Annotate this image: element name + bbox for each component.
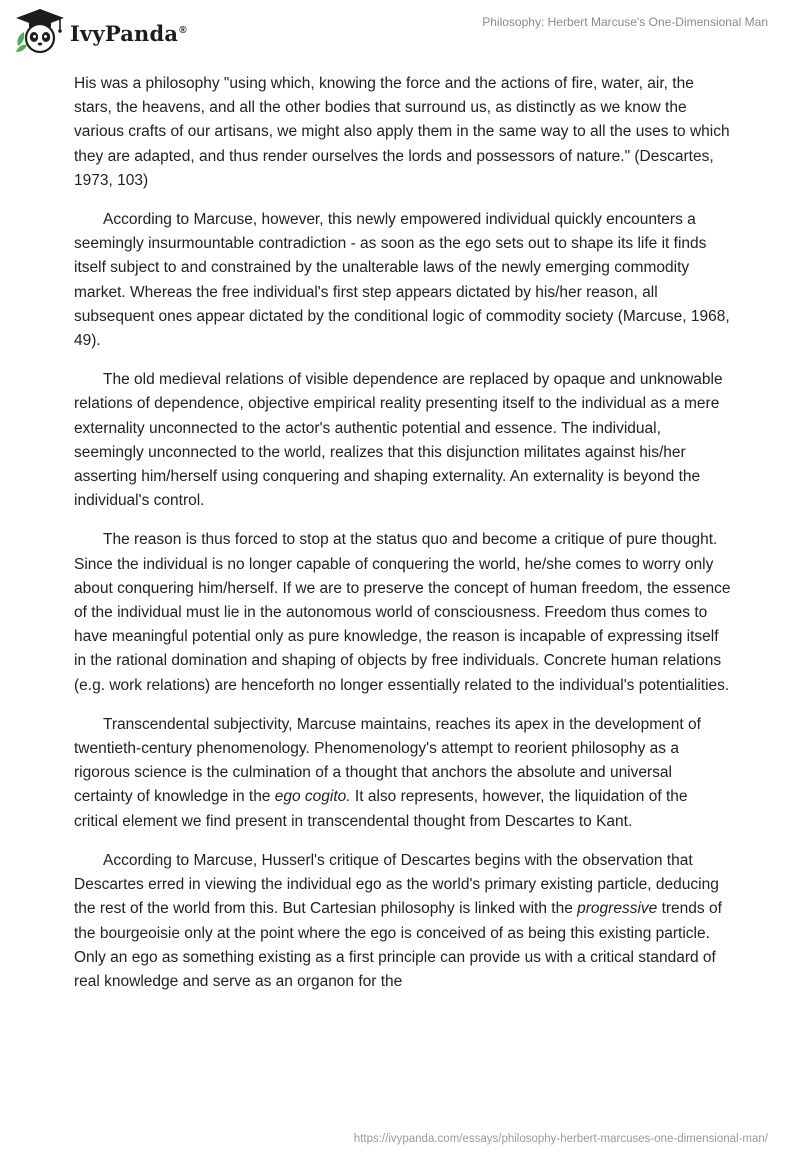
paragraph-4: The reason is thus forced to stop at the status quo and become a critique of pure thought. Since the individual is no longer capable of conquering the world, he/she comes to worry only about conquering him/herself. If we are to preserve the concept of human freedom, the essence of the individual must lie in the autonomous world of consciousness. Freedom thus comes to have meaningful potential only as pure knowledge, the reason is incapable of expressing itself in the rational domination and shaping of objects by free individuals. Concrete human relations (e.g. work relations) are henceforth no longer essentially related to the individual's potentialities. (74, 531, 731, 694)
paragraph-6-emphasis: progressive (577, 900, 658, 918)
paragraph-6-text-end: trends of the bourgeoisie only at the point where the ego is conceived of as being this existing particle. Only an ego as something existing as a first principle can provide us with a critical standard of real knowledge and serve as an organon for the (74, 900, 722, 990)
paragraph-5 (74, 713, 734, 834)
essay-body (74, 72, 734, 1009)
brand-logo[interactable] (14, 8, 187, 54)
registered-mark: ® (179, 24, 187, 36)
brand-name: IvyPanda® (70, 20, 187, 46)
source-url-link[interactable]: https://ivypanda.com/essays/philosophy-herbert-marcuses-one-dimensional-man/ (353, 1133, 768, 1145)
paragraph-3: The old medieval relations of visible dependence are replaced by opaque and unknowable relations of dependence, objective empirical reality presenting itself to the individual as a mere externality unconnected to the actor's authentic potential and essence. The individual, seemingly unconnected to the world, realizes that this disjunction militates against his/her asserting him/herself using conquering and shaping externality. An externality is beyond the individual's control. (74, 371, 723, 510)
paragraph-5-text-end: It also represents, however, the liquidation of the critical element we find present in transcendental thought from Descartes to Kant. (74, 788, 688, 830)
paragraph-1: His was a philosophy "using which, knowing the force and the actions of fire, water, air, the stars, the heavens, and all the other bodies that surround us, as distinctly as we know the various crafts of our artisans, we might also apply them in the same way to all the uses to which they are adapted, and thus render ourselves the lords and possessors of nature." (Descartes, 1973, 103) (74, 75, 730, 189)
document-title: Philosophy: Herbert Marcuse's One-Dimensional Man (482, 15, 768, 29)
paragraph-6 (74, 849, 734, 994)
paragraph-2: According to Marcuse, however, this newly empowered individual quickly encounters a seemingly insurmountable contradiction - as soon as the ego sets out to shape its life it finds itself subject to and constrained by the unalterable laws of the newly emerging commodity market. Whereas the free individual's first step appears dictated by his/her reason, all subsequent ones appear dictated by the conditional logic of commodity society (Marcuse, 1968, 49). (74, 211, 730, 350)
page-header (0, 0, 800, 60)
paragraph-5-text-start: Transcendental subjectivity, Marcuse maintains, reaches its apex in the development of twentieth-century phenomenology. Phenomenology's attempt to reorient philosophy as a rigorous science is the culmination of a thought that anchors the absolute and universal certainty of knowledge in the (74, 715, 701, 806)
paragraph-5-emphasis: ego cogito. (274, 788, 351, 806)
paragraph-6-text-start: According to Marcuse, Husserl's critique of Descartes begins with the observation that Descartes erred in viewing the individual ego as the world's primary existing particle, deducing the rest of the world from this. But Cartesian philosophy is linked with the (74, 851, 719, 918)
panda-graduate-icon (14, 8, 66, 54)
